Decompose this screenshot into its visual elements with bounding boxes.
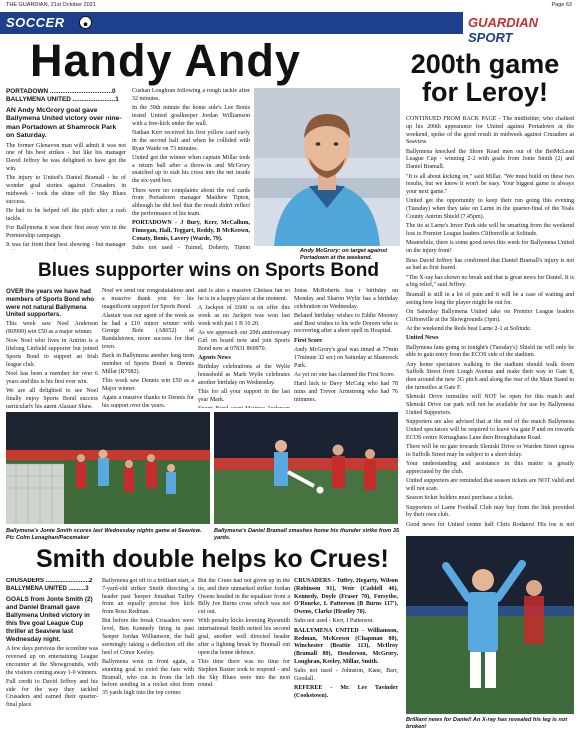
- brand-name-b: SPORT: [468, 30, 513, 45]
- football-icon: [79, 16, 92, 29]
- paragraph: Supporters of Larne Football Club may buy from the link provided by their own club.: [406, 504, 574, 519]
- paragraph: The tie at Larne's Inver Park side will be smarting from the weekend loss to Premier League leaders Cliftonville at Solitude.: [406, 223, 574, 238]
- paragraph: This week saw Dennis win £50 as a Major winner.: [102, 378, 194, 393]
- score-line-away: BALLYMENA UNITED ........................1: [6, 96, 119, 103]
- subheading: Agents News: [198, 354, 231, 361]
- page-number: Page 63: [551, 2, 572, 8]
- section-title: SOCCER: [6, 15, 65, 30]
- subs-list: Subs not used - Tuimel, Doherty, Tipton: [132, 245, 250, 250]
- paragraph: On Saturday Ballymena United take on Premier League leaders Cliftonville at the Showgrounds (3pm).: [406, 308, 574, 323]
- newspaper-date: THE GUARDIAN, 21st October 2021: [6, 2, 96, 8]
- paragraph: He had to be helped off the pitch after a rash tackle.: [6, 208, 126, 222]
- sports-bond-intro: OVER the years we have had members of Sports Bond who were not natural Ballymena United supporters.: [6, 288, 95, 319]
- paragraph: Andy McGrory's goal was timed at 77min 17minute 32 sec) on Saturday at Shamrock Park.: [294, 347, 398, 369]
- smith-intro: GOALS from Jonte Smith (2) and Daniel Bramall gave Ballymena United victory in this five goal League Cup thriller at Seaview last Wednesday night.: [6, 596, 93, 644]
- lead-body-1: [6, 143, 126, 250]
- paragraph: A Jackpot of £600 is on offer this week as no Jackpot was won last week with just 1 B 10 20.: [198, 305, 290, 327]
- team-lineup: PORTADOWN - J Bury, Kerr, McCallum, Finnegan, Hall, Teggart, Reddy, B McKeown, Conaty, Bonis, Lavery (Warde, 79).: [132, 220, 250, 242]
- paragraph: Again a massive thanks to Dennis for his support over the years.: [102, 395, 194, 408]
- sports-bond-column-1: [6, 288, 98, 408]
- paragraph: Belated birthday wishes to Eddie Mooney and Best wishes to his wife Doreen who is recovering after a short spell in Hospital.: [294, 312, 398, 335]
- paragraph: [198, 406, 290, 408]
- paragraph: "It is all about kicking on," said Millar. "We must build on these two results, but we know it won't be easy. Your biggest game is always your next game.": [406, 173, 574, 196]
- paragraph: At the weekend the Reds beat Larne 2-1 at Solitude.: [406, 325, 532, 332]
- paragraph: There will be no gate towards Sleniski Drive or Warden Street egress to Suffolk Street may be subject to a short delay.: [406, 444, 574, 458]
- paragraph: Hard luck to Davy McCaig who had 78 mins and Trevor Armstrong who had 76 mimmes.: [294, 381, 398, 403]
- page-header: [0, 0, 580, 10]
- paragraph: Boss David Jeffrey has confirmed that Daniel Bramall's injury is not as bad as first feared.: [406, 257, 574, 272]
- team-lineup: BALLYMENA UNITED - Williamson, Redman, McKeown (Chapman 80), Winchester (Beattie 113), McIlroy (Bramall 80), Henderson, McGrory, Loughran, Keeley, Millar, Smith.: [294, 627, 398, 665]
- paragraph: Ballymena went in front again, a stunning goal to extol the fans with Bramall, who cut in from the left before sending in a rocket shot from 35 yards high into the top corner.: [102, 658, 194, 697]
- brand-name-a: GUARDIAN: [468, 15, 539, 30]
- paragraph: Now Noel who lives in Antrim is a lifelong Linfield supporter but joined Sports Bond to support an Irish league club.: [6, 338, 98, 368]
- smith-headline: Smith double helps ko Crues!: [36, 545, 389, 573]
- paragraph: Nathan Kerr received his first yellow card early in the second half and when he collided with Ryan Waide on 73 minutes.: [132, 129, 250, 152]
- daniel-bramall-photo: [214, 412, 398, 524]
- paragraph: Your understanding and assistance in this matter is greatly appreciated by the club.: [406, 461, 574, 475]
- leroy-headline: 200th game for Leroy!: [410, 49, 560, 108]
- paragraph: Any home spectators walking to the stadium should walk down Suffolk Street from Lough Avenue and make their way to Gate 8, then around the new 3G pitch and along the rear of the Main Stand to the turnstiles at Gate F.: [406, 361, 574, 391]
- jonte-smith-photo: [6, 412, 210, 524]
- score-line-home: PORTADOWN ...................................0: [6, 88, 116, 95]
- lead-intro: AN Andy McGrory goal gave Ballymena United victory over nine-man Portadown at Shamrock Park on Saturday.: [6, 107, 122, 140]
- sports-bond-column-3: [198, 288, 290, 408]
- paragraph: Noel has been a member for over 6 years and this is his first ever win.: [6, 370, 98, 385]
- paragraph: It was far from their best showing - but manager: [6, 242, 126, 249]
- andy-mcgrory-photo: [254, 88, 400, 246]
- paragraph: But the Crues had not given up in the tie, and their unmarked striker Jordan Owens headed in the equaliser from a Billy Joe Burns cross which was not cut out.: [198, 578, 290, 616]
- paragraph: The injury to United's Daniel Bramall - he of wonder goal stories against Crusaders in midweek - took the shine off the Sky Blues success.: [6, 175, 126, 205]
- paragraph: "The X-ray has shown no break and that is great news for Daniel. It is a big relief," said Jeffrey.: [406, 274, 574, 289]
- team-lineup: CRUSADERS - Tuffey, Hegarty, Wilson (Robinson 91), Weir (Caddell 46), Kennedy, Doyle (Fraser 70), Forsythe, O'Rourke, L Patterson (B Burns 117'), Owens, Clarke (Heatley 70).: [294, 578, 398, 616]
- sports-bond-column-4: [294, 288, 398, 408]
- paragraph: This week saw Noel Anderson (R0999) win £50 as a major winner.: [6, 321, 98, 335]
- referee-line: REFEREE - Mr. Lee Tavinder (Cookstown).: [294, 685, 398, 700]
- paragraph: United get the opportunity to keep their run going this evening (Tuesday) when they take on Larne in the quarter-final of the Toals County Antrim Shield (7.45pm).: [406, 198, 574, 221]
- paragraph: Cushan Loughran following a rough tackle after 32 minutes.: [132, 88, 250, 102]
- paragraph: Good news for United centre half Chris Rodgers! His toe is not: [406, 521, 574, 526]
- paragraph: This time there was no time for Stephen Baxter took to respond - and the Sky Blues were into the next round.: [198, 658, 290, 689]
- paragraph: CONTINUED FROM BACK PAGE - The midfielder, who chalked up his 200th appearance for United against Portadown at the weekend, spoke of the good result in midweek against Crusaders at Seaview.: [406, 116, 574, 146]
- paragraph: Noel we send our congratulations and a massive thank you for his magnificent support for Sports Bond.: [102, 288, 194, 310]
- paragraph: The former Glenavon man will admit it was not one of his best strikes - but like his manager David Jeffrey he was delighted to have got the win.: [6, 142, 126, 173]
- smith-column-1: [6, 578, 98, 734]
- subs-list: Subs not used - Johnston, Kane, Barr, Goodall.: [294, 668, 398, 683]
- sports-bond-column-2: [102, 288, 194, 408]
- paragraph: There were no complaints about the red cards from Portadown manager Matthew Tipton, although he did feel that the result didn't reflect the performance of his team.: [132, 187, 250, 217]
- paragraph: Sleniski Drive turnstiles will NOT be open for this match and Sleniski Drive car park will not be available for use by Ballymena United Supporters.: [406, 394, 574, 416]
- paragraph: But before the break Crusaders were level, Ben Kennedy firing in past 'keeper Jordan Williamson, the ball seemingly taking a deflection off the heel of Conor Keeley.: [102, 618, 194, 656]
- paragraph: In the 39th minute the home side's Lee Bonis tested United goalkeeper Jordan Williamson with a free-kick under the wall.: [132, 105, 250, 127]
- lead-column-2: [132, 88, 250, 250]
- paragraph: United supporters are reminded that season tickets are NOT valid and will not scan.: [406, 478, 574, 493]
- photo-caption: Andy McGrory: on target against Portadown at the weekend.: [300, 248, 388, 261]
- paragraph: Season ticket holders must purchase a ticket.: [406, 495, 514, 502]
- paragraph: Supporters are also advised that at the end of the match Ballymena United spectators will be required to leave via gate P and on towards ECOS centre Kernaghans Lane then Broughshane Road.: [406, 419, 574, 441]
- paragraph: With penalty kicks looming Ryesmith international Smith netted his second goal, another well directed header after a lighting break by Bramall out open the home defence.: [198, 618, 290, 656]
- photo-caption: Brilliant news for Daniel! An X-ray has revealed his leg is not broken!: [406, 717, 568, 730]
- paragraph: Ballymena knocked the Shore Road men out of the BetMcLean League Cup - winning 2-2 with goals from Jonte Smith (2) and Daniel Bramall.: [406, 148, 574, 171]
- bramall-celebration-photo: [406, 536, 574, 714]
- paragraph: United got the winner when captain Millar took a return ball after a throw-in and McGrory snatched up to stab his cross into the net inside the six-yard box.: [132, 154, 250, 185]
- paragraph: Back in Ballymena another long term member of Sports Bond is Dennis Millar (R7082).: [102, 353, 194, 375]
- brand-logo: [468, 15, 580, 45]
- score-line-home: CRUSADERS ..........................2: [6, 578, 93, 584]
- paragraph: and is also a massive Chelsea fan so he is in a happy place at the moment.: [198, 288, 290, 302]
- subheading: First Score: [294, 337, 323, 344]
- paragraph: Alastair was our agent of the week as he had a £10 minor winner with George Bole (A8652) of Randalstown, more success for that town.: [102, 312, 194, 351]
- paragraph: Meanwhile, there is some good news this week for Ballymena United on the injury front!: [406, 240, 574, 255]
- lead-headline: Handy Andy: [30, 35, 301, 86]
- paragraph: We are all delighted to see Noel finally enjoy Sports Bond success particularly his agent Alastair Shaw.: [6, 388, 98, 408]
- smith-column-2: [102, 578, 194, 734]
- paragraph: As yet no one has claimed the First Score.: [294, 371, 396, 378]
- paragraph: As we approach our 20th anniversary Girl on board now and join Sports Bond now at 07831 869970.: [198, 329, 290, 352]
- paragraph: Bramall is still in a lot of pain and it will be a case of waiting and seeing how long the player might be out for.: [406, 291, 574, 306]
- subheading: United News: [406, 335, 439, 342]
- lead-column-1: [6, 88, 126, 250]
- sports-bond-body: [6, 321, 98, 408]
- leroy-article: [406, 116, 574, 526]
- subs-list: Subs not used - Kerr, J Patterson.: [294, 618, 374, 625]
- score-line-away: BALLYMENA UNITED ..........3: [6, 585, 89, 592]
- sports-bond-headline: Blues supporter wins on Sports Bond: [38, 260, 379, 281]
- smith-column-4: [294, 578, 398, 734]
- paragraph: Ballymena fans going to tonight's (Tuesday's) Shield tie will only be able to gain entry from the ECOS side of the stadium.: [406, 344, 574, 359]
- smith-body: [6, 646, 98, 710]
- paragraph: For Ballymena it was their first away win in the Premiership campaign.: [6, 225, 126, 239]
- photo-caption: Ballymena's Daniel Bramall smashes home his thunder strike from 35 yards.: [214, 528, 400, 541]
- paragraph: Birthday celebrations at the Wylie household as Mark Wylie celebrates another birthday on Wednesday.: [198, 364, 290, 386]
- paragraph: A few days previous the scoreline was reversed up on entertaining League encounter at the Showgrounds, with the visitors coming away 1-0 winners.: [6, 646, 98, 676]
- paragraph: This for all your support in the last year Mark.: [198, 389, 290, 403]
- photo-caption: Ballymena's Jonte Smith scores last Wednesday nights game at Seaview. Pic Colm Lenaghan/Pacemaker: [6, 528, 202, 541]
- paragraph: Ballymena got off to a brilliant start, a 7-yard-old striker Smith directing a header past 'keeper Jonathan Tuffey from an equally precise free kick from Ross Redman.: [102, 578, 194, 616]
- paragraph: Jonas McRoberts has r birthday on Monday and Sharon Wylie has a birthday celebration on Wednesday.: [294, 288, 398, 310]
- smith-column-3: [198, 578, 290, 734]
- paragraph: Full credit to David Jeffrey and his side for the way they tackled Crusaders and earned their quarter-final place.: [6, 678, 98, 709]
